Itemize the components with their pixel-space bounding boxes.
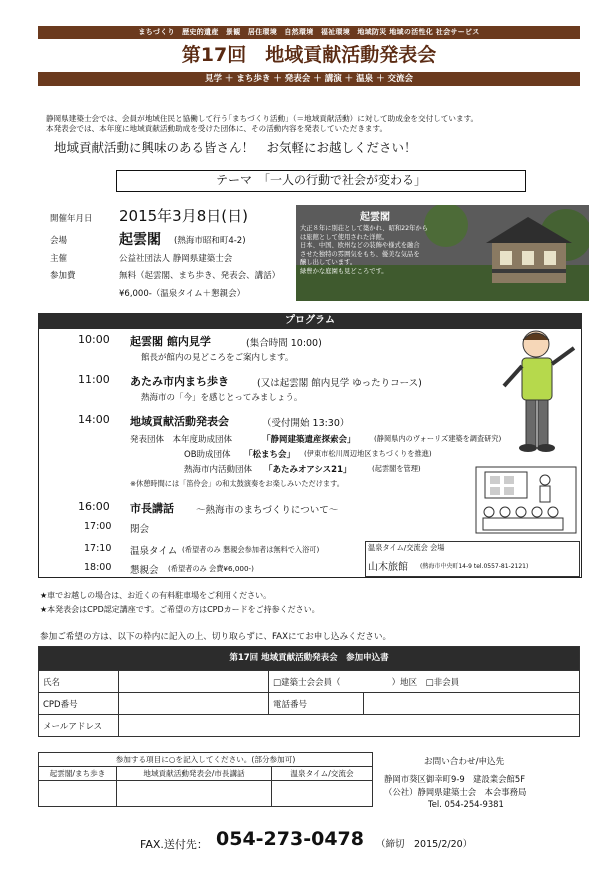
contact-tel: Tel. 054-254-9381 [428, 799, 504, 809]
check-presentation-talk[interactable] [117, 781, 272, 807]
presenter-1-label: 発表団体 本年度助成団体 [130, 435, 233, 445]
photo-title: 起雲閣 [360, 212, 390, 223]
unkaku-photo [296, 205, 589, 301]
intro-line-1: 静岡県建築士会では、会員が地域住民と協働して行う｢まちづくり活動｣（＝地域貢献活動）に対して助成金を交付しています。 [46, 114, 479, 123]
date-label: 開催年月日 [50, 214, 93, 224]
participation-table [38, 752, 373, 807]
guide-illustration [498, 326, 582, 456]
presenter-3-note: (起雲閣を管理) [372, 464, 421, 473]
photo-text-2: は旅館として使用された洋館。 [300, 233, 389, 241]
presenter-3-label: 熱海市内活動団体 [184, 465, 253, 475]
time-1100: 11:00 [78, 373, 110, 386]
event-onsen-note: (希望者のみ 懇親会参加者は無料で入浴可) [182, 545, 320, 554]
photo-text-5: 醸し出しています。 [300, 259, 357, 267]
check-tour-walk[interactable] [39, 781, 117, 807]
contact-heading: お問い合わせ/申込先 [424, 757, 505, 767]
event-kaikan-tour: 起雲閣 館内見学 [130, 335, 211, 348]
lecture-illustration [475, 466, 577, 534]
photo-text-4: させた独特の雰囲気をもち、優美な気品を [300, 250, 420, 258]
time-1000: 10:00 [78, 333, 110, 346]
host-name: 公益社団法人 静岡県建築士会 [119, 254, 233, 264]
break-note: ※休憩時間には「笛伶会」の和太鼓演奏をお楽しみいただけます。 [130, 479, 344, 488]
time-1600: 16:00 [78, 500, 110, 513]
contact-address: 静岡市葵区御幸町9-9 建設業会館5F [384, 774, 526, 784]
parking-note: ★車でお越しの場合は、お近くの有料駐車場をご利用ください。 [40, 591, 272, 600]
col-presentation-talk: 地域貢献活動発表会/市長講話 [117, 767, 272, 781]
venue-address: (熱海市昭和町4-2) [174, 236, 246, 246]
col-tour-walk: 起雲閣/まち歩き [39, 767, 117, 781]
event-date: 2015年3月8日(日) [119, 207, 248, 225]
presenter-1-name: 「静岡建築遺産探索会」 [262, 435, 356, 445]
presenter-1-note: (静岡県内のヴォーリズ建築を調査研究) [374, 434, 502, 443]
event-town-walk: あたみ市内まち歩き [130, 375, 229, 388]
time-1800: 18:00 [84, 562, 112, 573]
event-party: 懇親会 [130, 565, 159, 576]
time-1710: 17:10 [84, 543, 112, 554]
onsen-venue-address: (熱海市中央町14-9 tel.0557-81-2121) [420, 563, 529, 570]
event-onsen: 温泉タイム [130, 546, 178, 557]
fax-number[interactable]: 054-273-0478 [216, 828, 364, 850]
member-status[interactable]: □建築士会会員（ ）地区 □非会員 [269, 671, 580, 693]
event-kaikan-tour-note: (集合時間 10:00) [246, 338, 322, 349]
presenter-3-name: 「あたみオアシス21」 [264, 465, 352, 475]
event-party-note: (希望者のみ 会費¥6,000-) [168, 564, 254, 573]
mail-label: メールアドレス [39, 715, 119, 737]
host-label: 主催 [50, 254, 68, 264]
onsen-venue-name: 山木旅館 [368, 562, 408, 573]
presenter-2-name: 「松まち会」 [244, 450, 296, 460]
onsen-venue-label: 温泉タイム/交流会 会場 [368, 543, 445, 552]
tel-field[interactable] [364, 693, 580, 715]
event-closing: 閉会 [130, 524, 150, 535]
event-mayor-talk: 市長講話 [130, 502, 174, 515]
col-onsen-party: 温泉タイム/交流会 [272, 767, 373, 781]
name-field[interactable] [119, 671, 269, 693]
tel-label: 電話番号 [269, 693, 364, 715]
event-presentation: 地域貢献活動発表会 [130, 415, 229, 428]
contact-org: （公社）静岡県建築士会 本会事務局 [384, 787, 527, 797]
venue-name: 起雲閣 [119, 232, 161, 248]
catch-copy: 地域貢献活動に興味のある皆さん！ お気軽にお越しください！ [54, 140, 417, 155]
fee-free: 無料（起雲閣、まち歩き、発表会、講話） [119, 271, 281, 281]
fax-deadline: （締切 2015/2/20） [376, 839, 473, 850]
program-heading: プログラム [38, 313, 582, 329]
event-town-walk-desc: 熱海市の「今」を感じとってみましょう。 [141, 393, 303, 403]
presenter-2-label: OB助成団体 [184, 450, 231, 460]
theme-box: テーマ 「一人の行動で社会が変わる」 [116, 170, 526, 192]
topic-bar: まちづくり 歴史的遺産 景観 居住環境 自然環境 福祉環境 地域防災 地域の活性化 社会サービス [38, 26, 580, 39]
page-title: 第17回 地域貢献活動発表会 [181, 44, 437, 66]
time-1400: 14:00 [78, 413, 110, 426]
form-heading: 第17回 地域貢献活動発表会 参加申込書 [39, 647, 580, 671]
participation-heading: 参加する項目に○を記入してください。(部分参加可) [39, 753, 373, 767]
photo-text-3: 日本、中国、欧州などの装飾や様式を融合 [300, 242, 420, 250]
fee-label: 参加費 [50, 271, 76, 281]
apply-instructions: 参加ご希望の方は、以下の枠内に記入の上、切り取らずに、FAXにてお申し込みください。 [40, 632, 392, 642]
photo-text-1: 大正８年に別荘として築かれ、昭和22年から [300, 225, 429, 232]
photo-text-6: 緑豊かな庭園も見どころです。 [300, 267, 388, 275]
cpd-field[interactable] [119, 693, 269, 715]
venue-label: 会場 [50, 236, 68, 246]
name-label: 氏名 [39, 671, 119, 693]
presenter-2-note: (伊東市松川周辺地区まちづくりを推進) [304, 449, 432, 458]
check-onsen-party[interactable] [272, 781, 373, 807]
fee-paid: ¥6,000-（温泉タイム＋懇親会） [119, 289, 246, 299]
application-form [38, 646, 580, 737]
event-presentation-note: （受付開始 13:30） [262, 418, 350, 429]
cpd-note: ★本発表会はCPD認定講座です。ご希望の方はCPDカードをご持参ください。 [40, 605, 320, 614]
cpd-label: CPD番号 [39, 693, 119, 715]
event-town-walk-note: (又は起雲閣 館内見学 ゆったりコース) [257, 378, 422, 389]
time-1700: 17:00 [84, 521, 112, 532]
mail-field[interactable] [119, 715, 580, 737]
event-mayor-talk-sub: ～熱海市のまちづくりについて～ [196, 505, 339, 516]
activity-bar: 見学 ＋ まち歩き ＋ 発表会 ＋ 講演 ＋ 温泉 ＋ 交流会 [38, 72, 580, 86]
fax-label: FAX.送付先： [140, 838, 208, 851]
event-kaikan-tour-desc: 館長が館内の見どころをご案内します。 [141, 353, 294, 363]
intro-line-2: 本発表会では、本年度に地域貢献活動助成を受けた団体に、その活動内容を発表していただきます。 [46, 124, 388, 133]
